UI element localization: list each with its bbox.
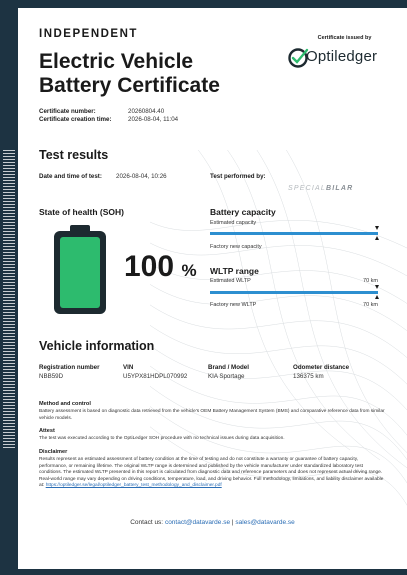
capacity-factory-label: Factory new capacity — [210, 244, 262, 250]
odometer-value: 136375 km — [293, 373, 324, 380]
wltp-estimated-value: 70 km — [363, 278, 378, 284]
sales-email-link[interactable]: sales@datavarde.se — [235, 519, 295, 526]
capacity-factory-marker — [375, 236, 379, 240]
soh-unit: % — [181, 261, 197, 280]
page-title — [39, 50, 220, 98]
wltp-factory-marker — [375, 295, 379, 299]
title-line-2: Battery Certificate — [39, 74, 220, 97]
soh-label: State of health (SOH) — [39, 207, 125, 217]
method-text: Battery assessment is based on diagnostic data retrieved from the vehicle's OEM Battery Management System (BMS) and comparative reference data from similar vehicle models. — [39, 409, 385, 421]
issuer-logo-text: Optiledger — [306, 48, 378, 65]
brand-model-label: Brand / Model — [208, 364, 249, 371]
sidebar-stripes — [3, 150, 15, 450]
odometer-label: Odometer distance — [293, 364, 350, 371]
contact-prefix: Contact us: — [130, 519, 164, 526]
battery-icon — [52, 224, 108, 316]
wltp-bar — [210, 291, 378, 294]
capacity-heading: Battery capacity — [210, 207, 276, 217]
attest-heading: Attest — [39, 428, 55, 434]
vehicle-heading: Vehicle information — [39, 339, 155, 353]
attest-text: The test was executed according to the OptiLedger SOH procedure with no technical issues during data acquisition. — [39, 436, 285, 441]
test-datetime-value: 2026-08-04, 10:26 — [116, 173, 167, 180]
soh-readout — [124, 250, 197, 284]
certificate-number-label: Certificate number: — [39, 108, 96, 115]
wltp-heading: WLTP range — [210, 266, 259, 276]
soh-value: 100 — [124, 250, 175, 283]
disclaimer-heading: Disclaimer — [39, 449, 68, 455]
capacity-estimated-marker — [375, 226, 379, 230]
wltp-factory-label: Factory new WLTP — [210, 302, 257, 308]
left-sidebar-band — [0, 0, 18, 575]
registration-label: Registration number — [39, 364, 100, 371]
vin-value: U5YPX81HDPL070992 — [123, 373, 188, 380]
contact-line — [18, 519, 407, 526]
wltp-estimated-label: Estimated WLTP — [210, 278, 251, 284]
eyebrow-text: INDEPENDENT — [39, 28, 138, 40]
wave-pattern-background — [150, 150, 407, 575]
performer-logo — [288, 185, 353, 192]
test-results-heading: Test results — [39, 148, 109, 162]
certificate-time-label: Certificate creation time: — [39, 116, 112, 123]
test-datetime-label: Date and time of test: — [39, 173, 102, 180]
issued-by-label: Certificate issued by — [317, 35, 372, 41]
disclaimer-paragraph — [39, 457, 385, 490]
capacity-bar — [210, 232, 378, 235]
wltp-factory-value: 70 km — [363, 302, 378, 308]
vin-label: VIN — [123, 364, 134, 371]
contact-separator: | — [231, 519, 234, 526]
certificate-number-value: 20260804.40 — [128, 108, 165, 115]
wltp-estimated-marker — [375, 285, 379, 289]
performer-logo-left: SPECIAL — [288, 185, 326, 192]
registration-value: NBB59D — [39, 373, 64, 380]
title-line-1: Electric Vehicle — [39, 50, 194, 73]
capacity-estimated-label: Estimated capacity — [210, 220, 257, 226]
test-performed-by-label: Test performed by: — [210, 173, 266, 180]
disclaimer-text: Results represent an estimated assessment of battery condition at the time of testing and do not constitute a warranty or guarantee of battery capacity, performance, or remaining lifetime. The original WLTP range is determined and published by the vehicle manufacturer under standardized laboratory test conditions. The estimated WLTP presented in this report is calculated from diagnostic data and reference parameters and does not represent actual driving range. Real-world range may vary depending on driving conditions, temperature, load, and driving behavior. Full methodology, limitations, and liability disclaimer available at: — [39, 457, 384, 488]
disclaimer-link[interactable]: https://optiledger.se/legal/optiledger_battery_test_methodology_and_disclaimer.pdf — [45, 483, 222, 488]
brand-model-value: KIA Sportage — [208, 373, 245, 380]
certificate-time-value: 2026-08-04, 11:04 — [128, 116, 179, 123]
top-band — [18, 0, 407, 8]
contact-email-link[interactable]: contact@datavarde.se — [164, 519, 231, 526]
method-heading: Method and control — [39, 401, 91, 407]
performer-logo-right: BILAR — [325, 185, 354, 192]
